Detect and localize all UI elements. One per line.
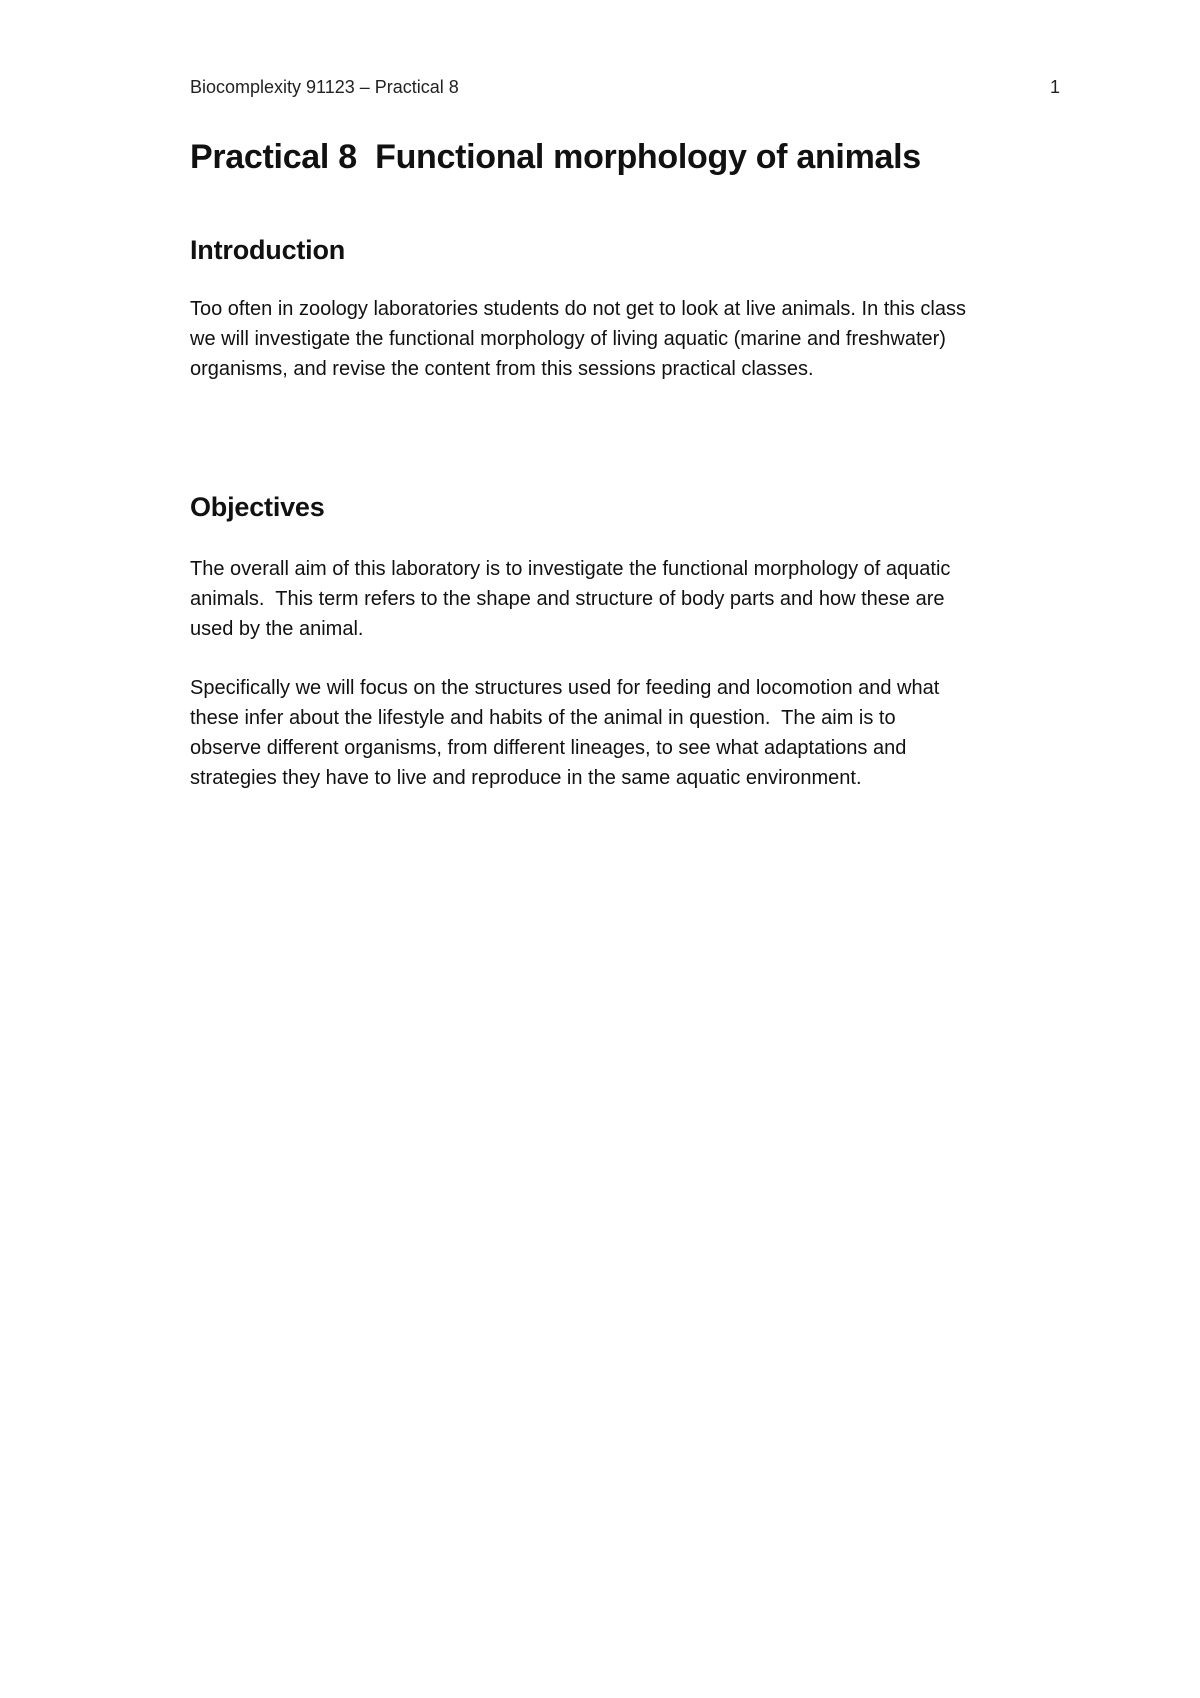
document-title: Practical 8 Functional morphology of animals [190, 138, 921, 176]
page-header [190, 74, 1060, 100]
page-number: 1 [1049, 77, 1060, 97]
objectives-paragraph-2 [190, 673, 1070, 793]
objectives-line: observe different organisms, from different lineages, to see what adaptations and [190, 737, 907, 759]
introduction-line: organisms, and revise the content from this sessions practical classes. [190, 358, 814, 380]
objectives-line: Specifically we will focus on the structures used for feeding and locomotion and what [190, 677, 940, 699]
objectives-line: used by the animal. [190, 618, 364, 640]
objectives-paragraph-1 [190, 554, 1070, 644]
header-title: Biocomplexity 91123 – Practical 8 [190, 77, 459, 97]
objectives-line: strategies they have to live and reproduce in the same aquatic environment. [190, 767, 862, 789]
introduction-line: we will investigate the functional morphology of living aquatic (marine and freshwater) [190, 328, 946, 350]
objectives-heading: Objectives [190, 492, 325, 522]
introduction-heading: Introduction [190, 235, 346, 265]
objectives-line: The overall aim of this laboratory is to investigate the functional morphology of aquatic [190, 558, 951, 580]
objectives-line: animals. This term refers to the shape and structure of body parts and how these are [190, 588, 945, 610]
introduction-line: Too often in zoology laboratories students do not get to look at live animals. In this class [190, 298, 966, 320]
objectives-line: these infer about the lifestyle and habits of the animal in question. The aim is to [190, 707, 896, 729]
introduction-paragraph [190, 294, 1070, 384]
